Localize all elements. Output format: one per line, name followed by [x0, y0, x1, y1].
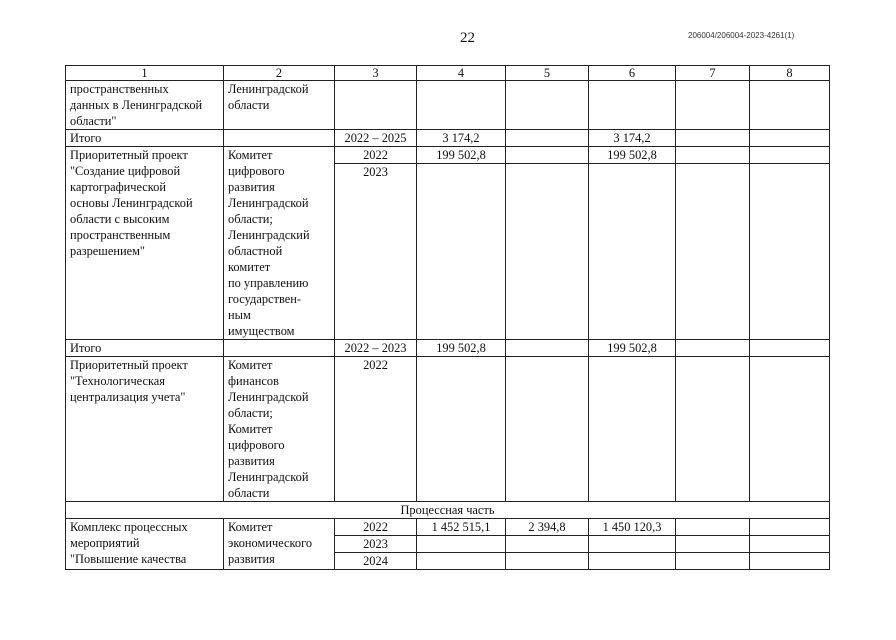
text-line: развития: [228, 552, 275, 566]
col-header: 5: [506, 66, 589, 81]
row-org: [224, 519, 335, 570]
row-name: [66, 147, 224, 340]
text-line: пространственных: [70, 82, 169, 96]
text-line: централизация учета": [70, 390, 186, 404]
text-line: государствен-: [228, 292, 301, 306]
value-col6: 199 502,8: [589, 340, 676, 357]
year-range: 2022 – 2025: [335, 130, 417, 147]
text-line: Ленинградской: [228, 390, 309, 404]
text-line: экономического: [228, 536, 313, 550]
total-row: [66, 130, 830, 147]
text-line: цифрового: [228, 438, 285, 452]
row-org: [224, 357, 335, 502]
text-line: Комитет: [228, 358, 273, 372]
page-number: 22: [460, 30, 475, 46]
text-line: Ленинградский: [228, 228, 310, 242]
text-line: Ленинградской: [228, 196, 309, 210]
col-header: 2: [224, 66, 335, 81]
text-line: основы Ленинградской: [70, 196, 193, 210]
col-header: 3: [335, 66, 417, 81]
text-line: картографической: [70, 180, 167, 194]
year: 2024: [335, 552, 416, 569]
col-header: 6: [589, 66, 676, 81]
col-header: 8: [750, 66, 830, 81]
document-code: 206004/206004-2023-4261(1): [688, 31, 795, 40]
row-org: [224, 81, 335, 130]
year: 2023: [335, 163, 416, 180]
budget-table: [65, 65, 830, 570]
year: 2022: [363, 520, 388, 534]
text-line: комитет: [228, 260, 271, 274]
section-title: Процессная часть: [66, 502, 830, 519]
text-line: финансов: [228, 374, 279, 388]
text-line: мероприятий: [70, 536, 140, 550]
col-header: 4: [417, 66, 506, 81]
row-name: [66, 81, 224, 130]
text-line: развития: [228, 180, 275, 194]
text-line: области с высоким: [70, 212, 170, 226]
year-cell: [335, 519, 417, 570]
text-line: Приоритетный проект: [70, 148, 188, 162]
col-header: 7: [676, 66, 750, 81]
text-line: ным: [228, 308, 251, 322]
row-org: [224, 147, 335, 340]
year: 2022: [363, 148, 388, 162]
text-line: цифрового: [228, 164, 285, 178]
table-row: [66, 357, 830, 502]
row-name: [66, 357, 224, 502]
year-cell: [335, 147, 417, 340]
text-line: Комплекс процессных: [70, 520, 188, 534]
column-number-row: [66, 66, 830, 81]
text-line: Приоритетный проект: [70, 358, 188, 372]
text-line: разрешением": [70, 244, 145, 258]
text-line: данных в Ленинградской: [70, 98, 203, 112]
text-line: развития: [228, 454, 275, 468]
section-row: [66, 502, 830, 519]
text-line: области: [228, 486, 270, 500]
value-col5: 2 394,8: [506, 519, 589, 570]
text-line: области: [228, 98, 270, 112]
text-line: по управлению: [228, 276, 309, 290]
table-row: [66, 147, 830, 340]
text-line: "Технологическая: [70, 374, 166, 388]
text-line: имуществом: [228, 324, 295, 338]
text-line: Ленинградской: [228, 82, 309, 96]
table-row: [66, 81, 830, 130]
row-name: Итого: [66, 340, 224, 357]
text-line: "Повышение качества: [70, 552, 187, 566]
text-line: Комитет: [228, 148, 273, 162]
table-row: [66, 519, 830, 570]
value-col4: 3 174,2: [417, 130, 506, 147]
year: 2023: [335, 535, 416, 552]
text-line: областной: [228, 244, 283, 258]
row-name: Итого: [66, 130, 224, 147]
text-line: Комитет: [228, 520, 273, 534]
value-col6: 1 450 120,3: [589, 519, 676, 570]
text-line: области": [70, 114, 117, 128]
row-name: [66, 519, 224, 570]
text-line: пространственным: [70, 228, 171, 242]
text-line: области;: [228, 406, 273, 420]
value-col4: 1 452 515,1: [417, 519, 506, 570]
text-line: области;: [228, 212, 273, 226]
col-header: 1: [66, 66, 224, 81]
value-col6: 3 174,2: [589, 130, 676, 147]
text-line: Комитет: [228, 422, 273, 436]
text-line: Ленинградской: [228, 470, 309, 484]
value-col4: 199 502,8: [417, 340, 506, 357]
year: 2022: [335, 357, 417, 502]
value-col6: 199 502,8: [589, 147, 676, 340]
total-row: [66, 340, 830, 357]
text-line: "Создание цифровой: [70, 164, 181, 178]
value-col4: 199 502,8: [417, 147, 506, 340]
year-range: 2022 – 2023: [335, 340, 417, 357]
